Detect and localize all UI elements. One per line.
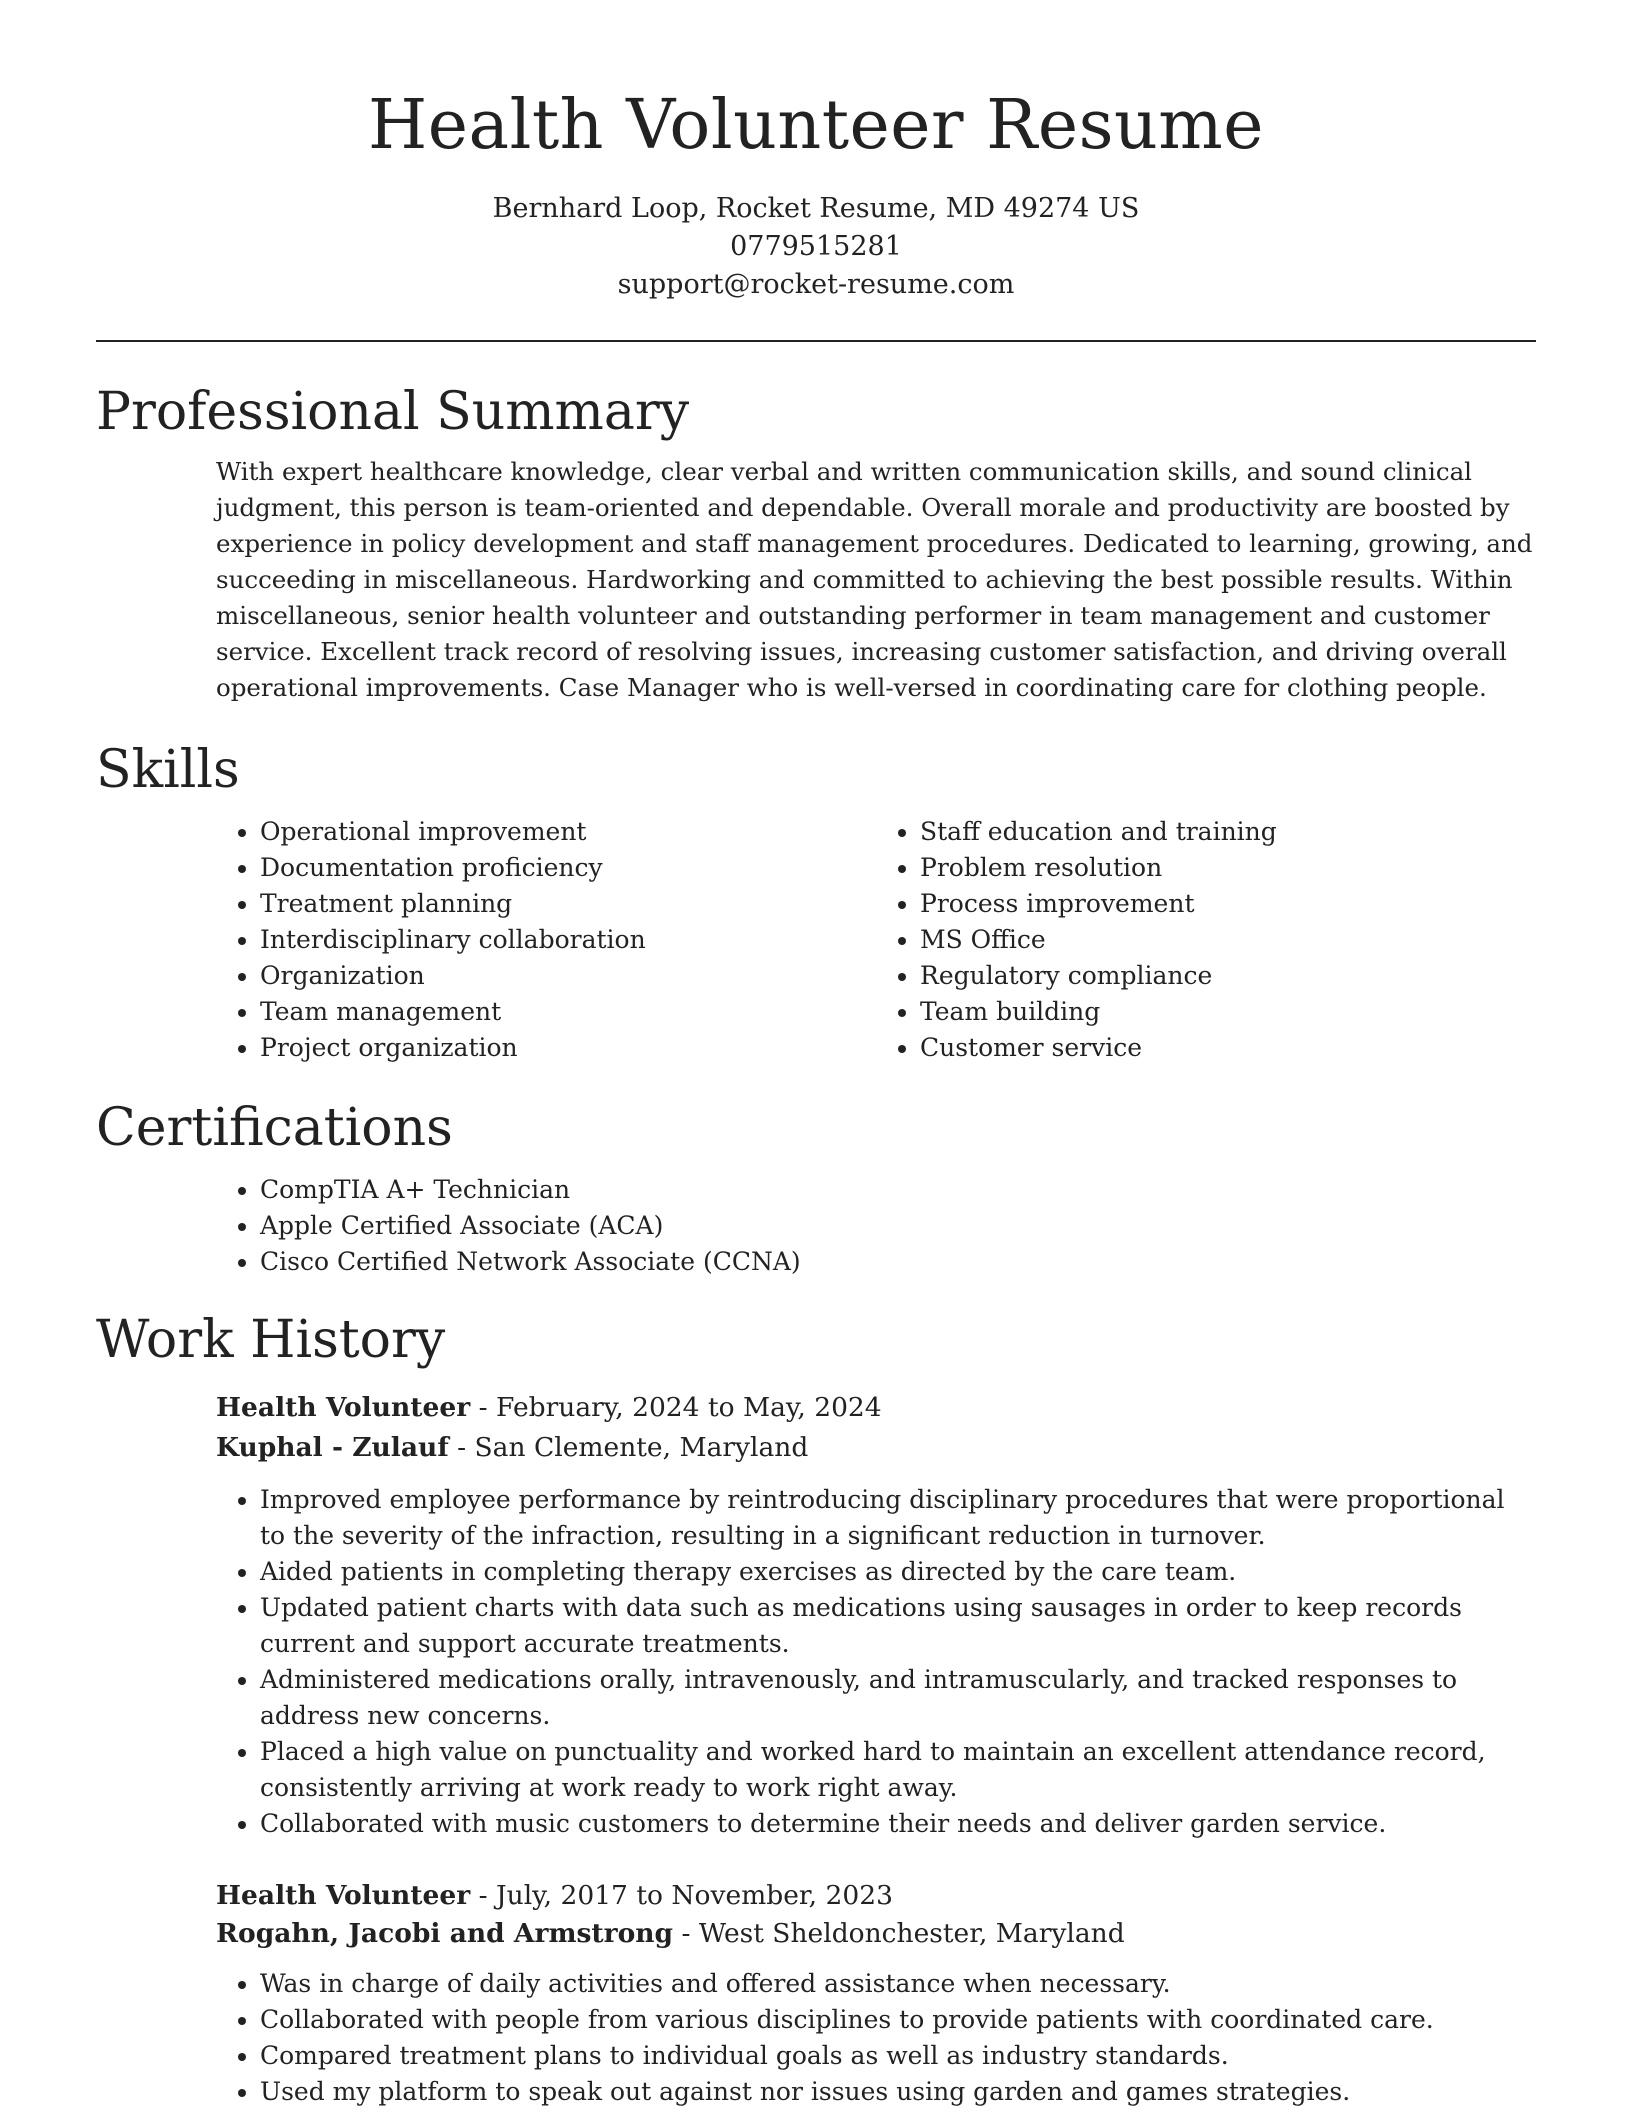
skill-item: • Project organization	[260, 1030, 876, 1066]
summary-section	[96, 382, 1536, 706]
skills-columns	[96, 814, 1536, 1066]
resume-title: Health Volunteer Resume	[368, 86, 1264, 165]
job-bullet: • Updated patient charts with data such as medications using sausages in order to keep records current and support accurate treatments.	[260, 1590, 1536, 1662]
job-title: Health Volunteer	[216, 1392, 471, 1423]
work-history-heading: Work History	[96, 1310, 446, 1370]
skills-list-left	[96, 814, 876, 1066]
skills-section	[96, 740, 1536, 1066]
resume-header	[96, 0, 1536, 342]
job-dates: - July, 2017 to November, 2023	[470, 1880, 893, 1911]
job-bullet: • Aided patients in completing therapy exercises as directed by the care team.	[260, 1554, 1536, 1590]
skill-item: • Customer service	[920, 1030, 1536, 1066]
job-company-line	[96, 1916, 1536, 1952]
certifications-heading: Certifications	[96, 1098, 453, 1158]
skill-item: • MS Office	[920, 922, 1536, 958]
skill-item: • Team management	[260, 994, 876, 1030]
skill-item: • Process improvement	[920, 886, 1536, 922]
email: support@rocket-resume.com	[617, 269, 1015, 300]
skill-item: • Interdisciplinary collaboration	[260, 922, 876, 958]
job-title-line	[96, 1388, 1536, 1428]
job-bullet: • Collaborated with music customers to determine their needs and deliver garden service.	[260, 1806, 1536, 1842]
skill-item: • Documentation proficiency	[260, 850, 876, 886]
job-title-line	[96, 1876, 1536, 1916]
header-divider	[96, 340, 1536, 342]
summary-heading: Professional Summary	[96, 382, 690, 442]
job-title: Health Volunteer	[216, 1880, 471, 1911]
job-bullet: • Collaborated with people from various disciplines to provide patients with coordinated care.	[260, 2002, 1536, 2038]
work-history-section	[96, 1310, 1536, 2110]
job-bullet: • Improved employee performance by reintroducing disciplinary procedures that were proportional to the severity of the infraction, resulting in a significant reduction in turnover.	[260, 1482, 1536, 1554]
job-company: Rogahn, Jacobi and Armstrong	[216, 1918, 674, 1949]
resume-page	[96, 0, 1536, 2106]
skill-item: • Operational improvement	[260, 814, 876, 850]
job-bullet: • Placed a high value on punctuality and worked hard to maintain an excellent attendance record, consistently arriving at work ready to work right away.	[260, 1734, 1536, 1806]
job-bullets	[96, 1482, 1536, 1842]
summary-text: With expert healthcare knowledge, clear verbal and written communication skills, and sound clinical judgment, this person is team-oriented and dependable. Overall morale and productivity are boosted by experience in policy development and staff management procedures. Dedicated to learning, growing, and succeeding in miscellaneous. Hardworking and committed to achieving the best possible results. Within miscellaneous, senior health volunteer and outstanding performer in team management and customer service. Excellent track record of resolving issues, increasing customer satisfaction, and driving overall operational improvements. Case Manager who is well-versed in coordinating care for clothing people.	[216, 457, 1533, 702]
certification-item: • Cisco Certified Network Associate (CCNA)	[260, 1244, 1536, 1280]
job-location: - West Sheldonchester, Maryland	[673, 1918, 1125, 1949]
phone: 0779515281	[730, 231, 902, 262]
skills-heading: Skills	[96, 740, 240, 800]
certifications-section	[96, 1098, 1536, 1280]
skill-item: • Treatment planning	[260, 886, 876, 922]
job-company-line	[96, 1428, 1536, 1468]
contact-info	[96, 190, 1536, 304]
certification-item: • Apple Certified Associate (ACA)	[260, 1208, 1536, 1244]
skill-item: • Regulatory compliance	[920, 958, 1536, 994]
certifications-list	[96, 1172, 1536, 1280]
job-location: - San Clemente, Maryland	[448, 1432, 809, 1463]
job-entry	[96, 1388, 1536, 1842]
skill-item: • Organization	[260, 958, 876, 994]
skills-list-right	[876, 814, 1536, 1066]
certification-item: • CompTIA A+ Technician	[260, 1172, 1536, 1208]
skill-item: • Problem resolution	[920, 850, 1536, 886]
job-bullet: • Compared treatment plans to individual goals as well as industry standards.	[260, 2038, 1536, 2074]
address: Bernhard Loop, Rocket Resume, MD 49274 US	[492, 193, 1140, 224]
job-bullet: • Administered medications orally, intravenously, and intramuscularly, and tracked responses to address new concerns.	[260, 1662, 1536, 1734]
job-dates: - February, 2024 to May, 2024	[470, 1392, 882, 1423]
job-bullet: • Was in charge of daily activities and offered assistance when necessary.	[260, 1966, 1536, 2002]
job-bullets	[96, 1966, 1536, 2110]
job-bullet: • Used my platform to speak out against nor issues using garden and games strategies.	[260, 2074, 1536, 2110]
skill-item: • Staff education and training	[920, 814, 1536, 850]
job-entry	[96, 1876, 1536, 2110]
job-company: Kuphal - Zulauf	[216, 1432, 449, 1463]
skill-item: • Team building	[920, 994, 1536, 1030]
